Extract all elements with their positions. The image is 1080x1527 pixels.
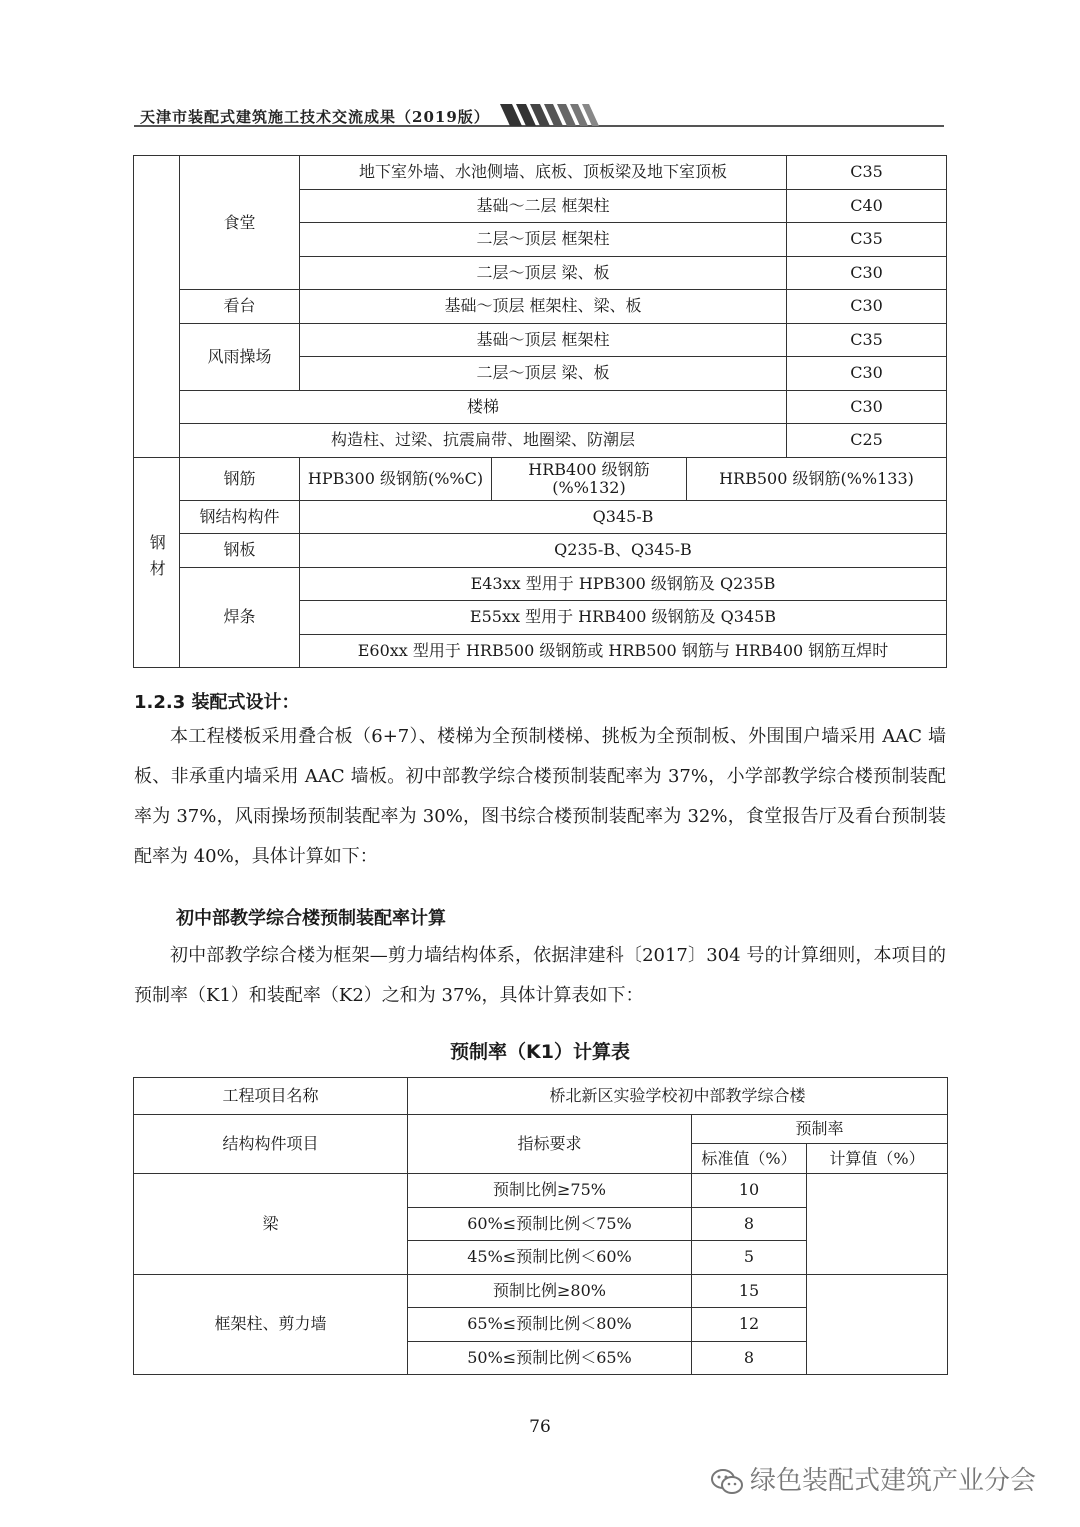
- page-number: 76: [529, 1417, 551, 1437]
- concrete-part: 地下室外墙、水池侧墙、底板、顶板梁及地下室顶板: [300, 156, 787, 190]
- steel-category-label: 钢材: [147, 534, 167, 587]
- table-row: [134, 534, 947, 568]
- rebar-item: HRB400 级钢筋(%%132): [492, 457, 687, 500]
- std-value: 5: [692, 1241, 807, 1275]
- concrete-part: 二层～顶层 梁、板: [300, 357, 787, 391]
- table-row: [134, 567, 947, 601]
- steel-plate-label: 钢板: [180, 534, 300, 568]
- group-shelter: 风雨操场: [180, 323, 300, 390]
- concrete-part: 二层～顶层 梁、板: [300, 256, 787, 290]
- group-name: 梁: [134, 1174, 408, 1275]
- group-name: 框架柱、剪力墙: [134, 1274, 408, 1375]
- materials-table: [133, 155, 947, 668]
- body-paragraph: [134, 717, 946, 877]
- table-row: [134, 290, 947, 324]
- steel-struct-value: Q345-B: [300, 500, 947, 534]
- table-row: [134, 156, 947, 190]
- table-row: [134, 323, 947, 357]
- std-header: 标准值（%）: [692, 1144, 807, 1174]
- concrete-grade: C30: [787, 290, 947, 324]
- header-stripes-decoration: [500, 104, 600, 126]
- wechat-icon: [710, 1467, 744, 1497]
- calc-header: 计算值（%）: [807, 1144, 948, 1174]
- paragraph-text: 初中部教学综合楼为框架—剪力墙结构体系，依据津建科〔2017〕304 号的计算细则，本项目的预制率（K1）和装配率（K2）之和为 37%，具体计算表如下：: [134, 945, 946, 1006]
- rebar-item: HRB500 级钢筋(%%133): [687, 457, 947, 500]
- weld-item: E60xx 型用于 HRB500 级钢筋或 HRB500 钢筋与 HRB400 钢筋互焊时: [300, 634, 947, 668]
- requirement-cell: 50%≤预制比例＜65%: [408, 1341, 692, 1375]
- running-header-title: 天津市装配式建筑施工技术交流成果（2019版）: [140, 108, 490, 126]
- concrete-grade: C30: [787, 256, 947, 290]
- table-row: [134, 1274, 948, 1308]
- calc-value: [807, 1274, 948, 1375]
- concrete-part: 楼梯: [180, 390, 787, 424]
- table-row: [134, 1174, 948, 1208]
- rate-header: 预制率: [692, 1115, 948, 1144]
- concrete-part: 基础～二层 框架柱: [300, 189, 787, 223]
- steel-plate-value: Q235-B、Q345-B: [300, 534, 947, 568]
- table-row: [134, 457, 947, 500]
- weld-item: E43xx 型用于 HPB300 级钢筋及 Q235B: [300, 567, 947, 601]
- project-label: 工程项目名称: [134, 1078, 408, 1115]
- std-value: 8: [692, 1207, 807, 1241]
- requirement-cell: 预制比例≥80%: [408, 1274, 692, 1308]
- group-stand: 看台: [180, 290, 300, 324]
- std-value: 15: [692, 1274, 807, 1308]
- calc-value: [807, 1174, 948, 1275]
- std-value: 12: [692, 1308, 807, 1342]
- concrete-part: 基础～顶层 框架柱: [300, 323, 787, 357]
- table-row: [134, 1115, 948, 1144]
- table-row: [134, 1078, 948, 1115]
- requirement-header: 指标要求: [408, 1115, 692, 1174]
- concrete-grade: C35: [787, 223, 947, 257]
- requirement-cell: 60%≤预制比例＜75%: [408, 1207, 692, 1241]
- steel-struct-label: 钢结构构件: [180, 500, 300, 534]
- requirement-cell: 45%≤预制比例＜60%: [408, 1241, 692, 1275]
- concrete-grade: C35: [787, 156, 947, 190]
- concrete-grade: C40: [787, 189, 947, 223]
- table-row: [134, 390, 947, 424]
- watermark: [710, 1460, 1036, 1497]
- table-row: [134, 500, 947, 534]
- k1-calculation-table: [133, 1077, 948, 1375]
- std-value: 10: [692, 1174, 807, 1208]
- concrete-part: 基础～顶层 框架柱、梁、板: [300, 290, 787, 324]
- std-value: 8: [692, 1341, 807, 1375]
- concrete-part: 构造柱、过梁、抗震扁带、地圈梁、防潮层: [180, 424, 787, 458]
- table-row: [134, 424, 947, 458]
- section-heading: 1.2.3 装配式设计：: [134, 692, 300, 713]
- project-name: 桥北新区实验学校初中部教学综合楼: [408, 1078, 948, 1115]
- concrete-grade: C25: [787, 424, 947, 458]
- concrete-category-cell: [134, 156, 180, 458]
- concrete-grade: C30: [787, 357, 947, 391]
- steel-rebar-label: 钢筋: [180, 457, 300, 500]
- paragraph-text: 本工程楼板采用叠合板（6+7）、楼梯为全预制楼梯、挑板为全预制板、外围围户墙采用 AAC 墙板、非承重内墙采用 AAC 墙板。初中部教学综合楼预制装配率为 37%，小学部教学综合楼预制装配率为 37%，风雨操场预制装配率为 30%，图书综合楼预制装配率为 32%，食堂报告厅及看台预制装配率为 40%，具体计算如下：: [134, 726, 946, 867]
- requirement-cell: 预制比例≥75%: [408, 1174, 692, 1208]
- concrete-part: 二层～顶层 框架柱: [300, 223, 787, 257]
- concrete-grade: C30: [787, 390, 947, 424]
- table-title: 预制率（K1）计算表: [450, 1041, 630, 1063]
- group-canteen: 食堂: [180, 156, 300, 290]
- requirement-cell: 65%≤预制比例＜80%: [408, 1308, 692, 1342]
- weld-item: E55xx 型用于 HRB400 级钢筋及 Q345B: [300, 601, 947, 635]
- subheading: 初中部教学综合楼预制装配率计算: [176, 908, 446, 929]
- concrete-grade: C35: [787, 323, 947, 357]
- steel-weld-label: 焊条: [180, 567, 300, 668]
- steel-category: [134, 457, 180, 668]
- rebar-item: HPB300 级钢筋(%%C): [300, 457, 492, 500]
- item-header: 结构构件项目: [134, 1115, 408, 1174]
- body-paragraph-2: [134, 936, 946, 1016]
- watermark-text: 绿色装配式建筑产业分会: [750, 1466, 1037, 1496]
